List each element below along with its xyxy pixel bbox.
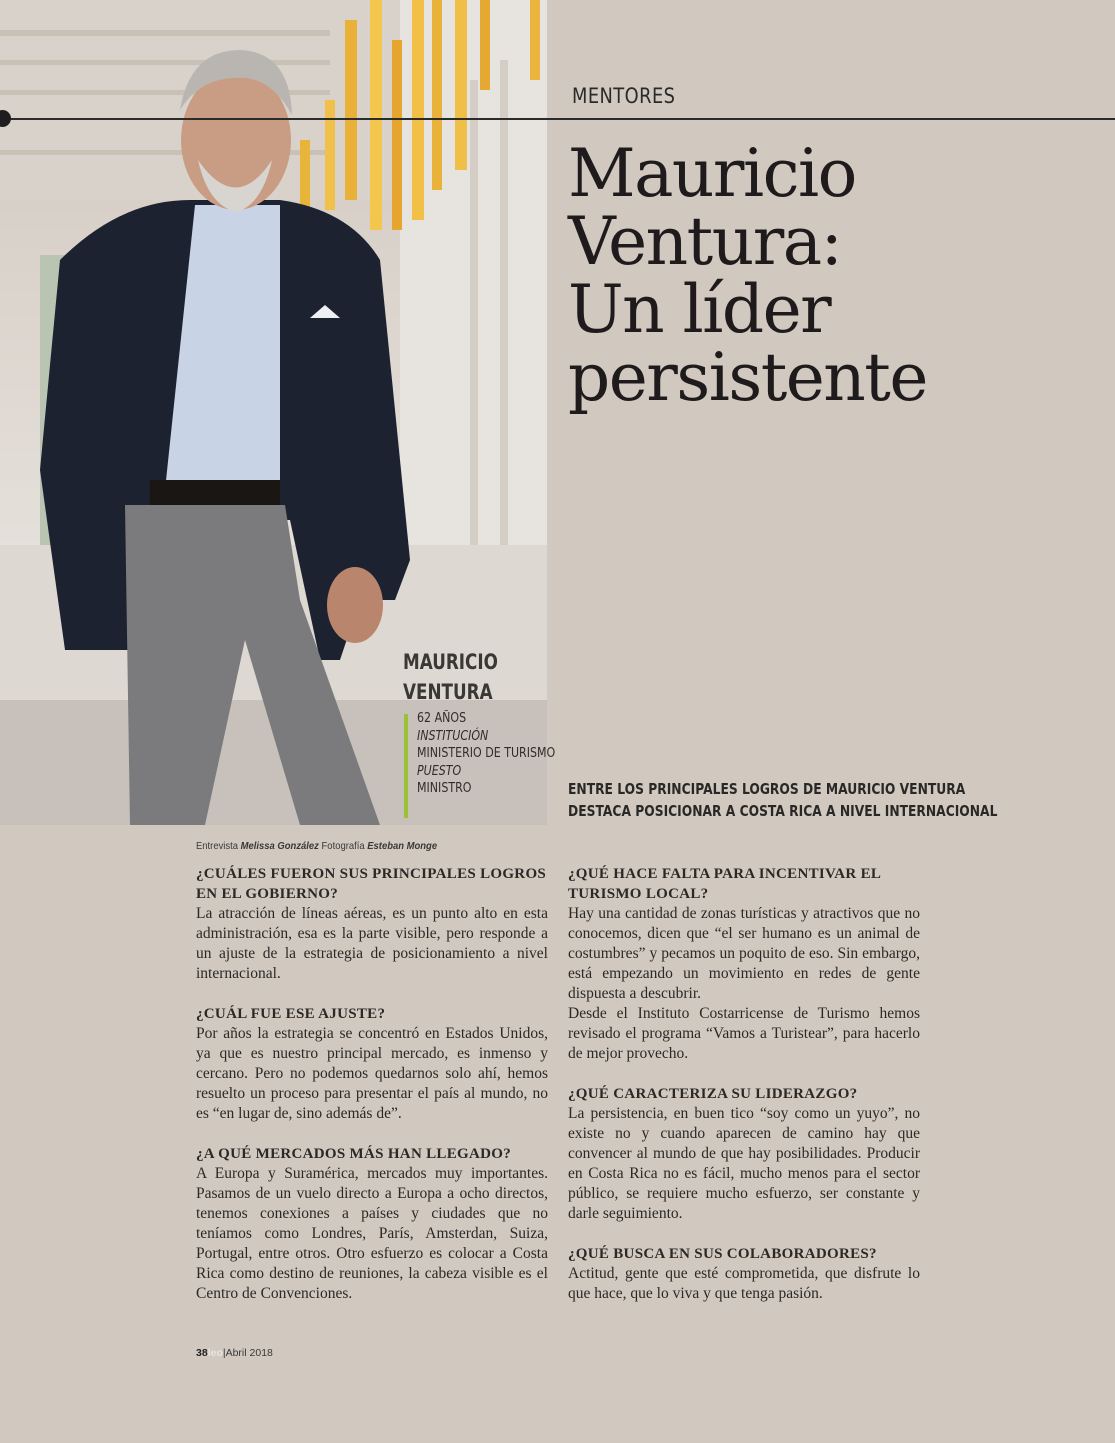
- lead-line: DESTACA POSICIONAR A COSTA RICA A NIVEL INTERNACIONAL: [568, 802, 998, 820]
- credits: [196, 840, 437, 852]
- profile-details: [417, 710, 555, 798]
- profile-accent-bar: [404, 714, 408, 818]
- answer: La persistencia, en buen tico “soy como un yuyo”, no existe no y cuando aparecen de camino hay que convencer al mundo de que hay posibilidades. Producir en Costa Rica no es fácil, mucho menos para el sector público, se requiere mucho esfuerzo, ser constante y darle seguimiento.: [568, 1105, 920, 1222]
- issue-date: Abril 2018: [225, 1347, 273, 1359]
- title-line: Mauricio: [568, 135, 856, 212]
- question: ¿QUÉ BUSCA EN SUS COLABORADORES?: [568, 1246, 877, 1262]
- photo-label: Fotografía: [321, 840, 365, 852]
- page-folio: 38leo|Abril 2018: [196, 1347, 273, 1359]
- answer: A Europa y Suramérica, mercados muy importantes. Pasamos de un vuelo directo a Europa a ocho directos, tenemos conexiones a países y ciudades que no teníamos como Londres, París, Amsterdan, Suiza, Portugal, entre otros. Otro esfuerzo es colocar a Costa Rica como destino de reuniones, la cabeza visible es el Centro de Convenciones.: [196, 1165, 548, 1302]
- header-rule: [0, 118, 1115, 120]
- answer: Hay una cantidad de zonas turísticas y atractivos que no conocemos, dicen que “el ser humano es un animal de costumbres” y pecamos un poquito de eso. Sin embargo, está empezando un movimiento en redes de gente dispuesta a descubrir.: [568, 905, 920, 1002]
- question: ¿QUÉ CARACTERIZA SU LIDERAZGO?: [568, 1086, 858, 1102]
- question: ¿QUÉ HACE FALTA PARA INCENTIVAR EL TURISMO LOCAL?: [568, 866, 881, 902]
- profile-name-line2: VENTURA: [403, 680, 493, 704]
- lead-line: ENTRE LOS PRINCIPALES LOGROS DE MAURICIO VENTURA: [568, 780, 966, 798]
- answer: Por años la estrategia se concentró en Estados Unidos, ya que es nuestro principal mercado, es inmenso y cercano. Pero no podemos quedarnos solo ahí, hemos resuelto un proceso para presentar el país al mundo, no es “en lugar de, sino además de”.: [196, 1025, 548, 1122]
- question: ¿A QUÉ MERCADOS MÁS HAN LLEGADO?: [196, 1146, 512, 1162]
- title-line: Ventura:: [568, 203, 842, 280]
- institution-label: INSTITUCIÓN: [417, 728, 489, 744]
- article-column-right: [568, 864, 920, 1324]
- answer-continued: Desde el Instituto Costarricense de Turismo hemos revisado el programa “Vamos a Turistear”, para hacerlo de mejor provecho.: [568, 1005, 920, 1062]
- article-column-left: [196, 864, 548, 1324]
- profile-name-line1: MAURICIO: [403, 650, 498, 674]
- position-label: PUESTO: [417, 763, 462, 779]
- magazine-brand: leo: [207, 1347, 223, 1359]
- lead-text: [568, 778, 997, 822]
- question: ¿CUÁLES FUERON SUS PRINCIPALES LOGROS EN EL GOBIERNO?: [196, 866, 547, 902]
- page-number: 38: [196, 1347, 208, 1359]
- institution-value: MINISTERIO DE TURISMO: [417, 746, 556, 761]
- interviewer-name: Melissa González: [240, 840, 319, 852]
- answer: La atracción de líneas aéreas, es un punto alto en esta administración, esa es la parte visible, pero responde a un ajuste de la estrategia de posicionamiento a nivel internacional.: [196, 905, 548, 982]
- position-value: MINISTRO: [417, 781, 472, 796]
- answer: Actitud, gente que esté comprometida, que disfrute lo que hace, que lo viva y que tenga pasión.: [568, 1265, 920, 1302]
- interview-label: Entrevista: [196, 840, 239, 852]
- photographer-name: Esteban Monge: [367, 840, 438, 852]
- title-line: Un líder: [568, 271, 831, 348]
- title-line: persistente: [568, 339, 927, 416]
- section-label: MENTORES: [572, 84, 676, 108]
- question: ¿CUÁL FUE ESE AJUSTE?: [196, 1006, 386, 1022]
- profile-age: 62 AÑOS: [417, 711, 467, 726]
- profile-name: [403, 647, 498, 707]
- article-title: [568, 135, 1088, 416]
